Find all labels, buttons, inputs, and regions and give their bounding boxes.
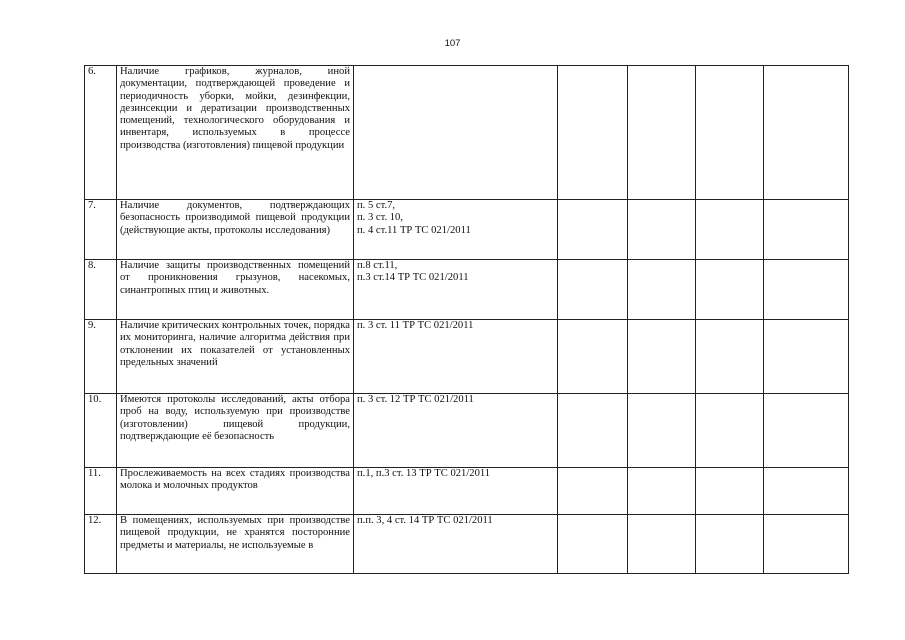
answer-cell[interactable] [696, 200, 764, 260]
answer-cell[interactable] [628, 66, 696, 200]
answer-cell[interactable] [628, 394, 696, 468]
answer-cell[interactable] [558, 260, 628, 320]
table-row [85, 200, 849, 260]
checklist-table [84, 65, 849, 574]
row-number: 7. [85, 200, 117, 260]
answer-cell[interactable] [558, 66, 628, 200]
requirement-cell: Наличие графиков, журналов, иной документации, подтверждающей проведение и периодичность уборки, мойки, дезинфекции, дезинсекции и дератизации производственных помещений, технологического оборудования и инвентаря, используемых в процессе производства (изготовления) пищевой продукции [117, 66, 354, 200]
row-number: 8. [85, 260, 117, 320]
requirement-cell: Наличие документов, подтверждающих безопасность производимой пищевой продукции (действующие акты, протоколы исследования) [117, 200, 354, 260]
reference-cell [354, 66, 558, 200]
answer-cell[interactable] [558, 515, 628, 574]
requirement-cell: Наличие критических контрольных точек, порядка их мониторинга, наличие алгоритма действия при отклонении их показателей от установленных предельных значений [117, 320, 354, 394]
row-number: 12. [85, 515, 117, 574]
row-number: 11. [85, 468, 117, 515]
notes-cell[interactable] [764, 394, 849, 468]
reference-cell: п.п. 3, 4 ст. 14 ТР ТС 021/2011 [354, 515, 558, 574]
table-row [85, 260, 849, 320]
requirement-cell: Прослеживаемость на всех стадиях производства молока и молочных продуктов [117, 468, 354, 515]
answer-cell[interactable] [696, 394, 764, 468]
requirement-cell: Наличие защиты производственных помещений от проникновения грызунов, насекомых, синантропных птиц и животных. [117, 260, 354, 320]
notes-cell[interactable] [764, 468, 849, 515]
requirement-cell: В помещениях, используемых при производстве пищевой продукции, не хранятся посторонние предметы и материалы, не используемые в [117, 515, 354, 574]
reference-text: п.8 ст.11, п.3 ст.14 ТР ТС 021/2011 [357, 260, 469, 284]
table-row [85, 515, 849, 574]
reference-cell [354, 260, 558, 320]
row-number: 6. [85, 66, 117, 200]
answer-cell[interactable] [696, 468, 764, 515]
notes-cell[interactable] [764, 515, 849, 574]
answer-cell[interactable] [696, 260, 764, 320]
answer-cell[interactable] [696, 320, 764, 394]
notes-cell[interactable] [764, 320, 849, 394]
table-row [85, 468, 849, 515]
table-row [85, 394, 849, 468]
answer-cell[interactable] [628, 260, 696, 320]
reference-cell: п.1, п.3 ст. 13 ТР ТС 021/2011 [354, 468, 558, 515]
reference-text: п. 5 ст.7, п. 3 ст. 10, п. 4 ст.11 ТР ТС 021/2011 [357, 200, 471, 236]
answer-cell[interactable] [558, 468, 628, 515]
reference-cell: п. 3 ст. 12 ТР ТС 021/2011 [354, 394, 558, 468]
table-row [85, 66, 849, 200]
reference-cell [354, 200, 558, 260]
notes-cell[interactable] [764, 260, 849, 320]
answer-cell[interactable] [696, 66, 764, 200]
page-number: 107 [444, 38, 461, 49]
notes-cell[interactable] [764, 66, 849, 200]
row-number: 9. [85, 320, 117, 394]
answer-cell[interactable] [628, 515, 696, 574]
table-row [85, 320, 849, 394]
notes-cell[interactable] [764, 200, 849, 260]
answer-cell[interactable] [628, 320, 696, 394]
requirement-cell: Имеются протоколы исследований, акты отбора проб на воду, используемую при производстве (изготовлении) пищевой продукции, подтверждающие её безопасность [117, 394, 354, 468]
answer-cell[interactable] [558, 320, 628, 394]
answer-cell[interactable] [628, 200, 696, 260]
answer-cell[interactable] [696, 515, 764, 574]
answer-cell[interactable] [628, 468, 696, 515]
row-number: 10. [85, 394, 117, 468]
reference-cell: п. 3 ст. 11 ТР ТС 021/2011 [354, 320, 558, 394]
answer-cell[interactable] [558, 200, 628, 260]
answer-cell[interactable] [558, 394, 628, 468]
